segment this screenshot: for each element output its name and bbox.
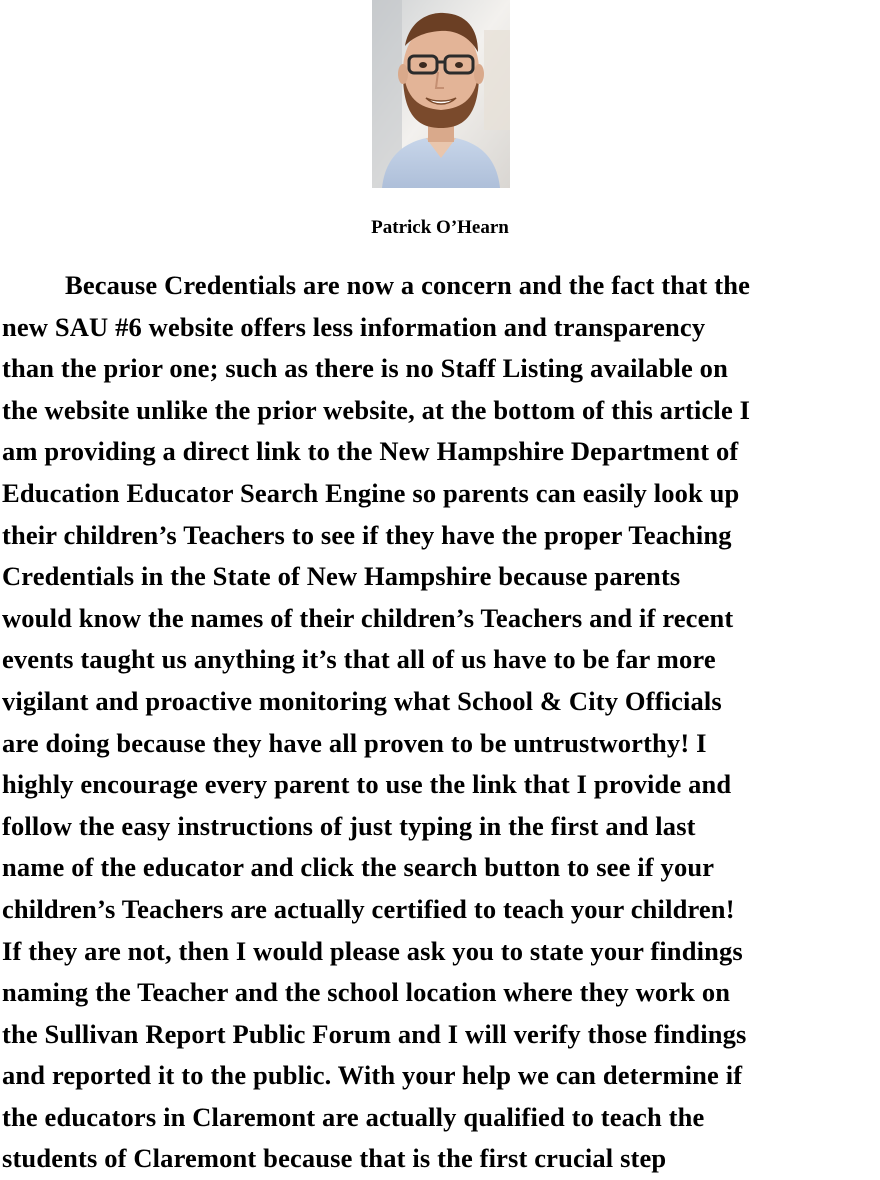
article-line: new SAU #6 website offers less information and transparency (2, 311, 706, 342)
article-line: vigilant and proactive monitoring what School & City Officials (2, 685, 722, 716)
article-line: the Sullivan Report Public Forum and I will verify those findings (2, 1018, 747, 1049)
article-line: than the prior one; such as there is no Staff Listing available on (2, 353, 728, 384)
article-line: the website unlike the prior website, at the bottom of this article I (2, 394, 751, 425)
article-line: events taught us anything it’s that all of us have to be far more (2, 644, 716, 675)
article-line: name of the educator and click the search button to see if your (2, 852, 715, 883)
article-line: If they are not, then I would please ask you to state your findings (2, 935, 743, 966)
article-line: students of Claremont because that is the first crucial step (2, 1143, 667, 1174)
article-line: follow the easy instructions of just typing in the first and last (2, 810, 696, 841)
article-line: Education Educator Search Engine so parents can easily look up (2, 477, 740, 508)
article-line: and reported it to the public. With your help we can determine if (2, 1060, 743, 1091)
article-line: are doing because they have all proven to be untrustworthy! I (2, 727, 707, 758)
article-line: am providing a direct link to the New Hampshire Department of (2, 436, 739, 467)
article-body (2, 265, 878, 1180)
article-line: the educators in Claremont are actually qualified to teach the (2, 1101, 705, 1132)
article-line: Because Credentials are now a concern and the fact that the (65, 270, 751, 300)
photo-caption: Patrick O’Hearn (371, 217, 509, 238)
article-line: would know the names of their children’s Teachers and if recent (2, 602, 734, 633)
article-line: highly encourage every parent to use the link that I provide and (2, 769, 732, 800)
article-line: naming the Teacher and the school location where they work on (2, 977, 731, 1008)
article-line: children’s Teachers are actually certified to teach your children! (2, 893, 735, 924)
author-photo (372, 0, 510, 188)
article-line: Credentials in the State of New Hampshire because parents (2, 561, 681, 592)
article-line: their children’s Teachers to see if they have the proper Teaching (2, 519, 732, 550)
